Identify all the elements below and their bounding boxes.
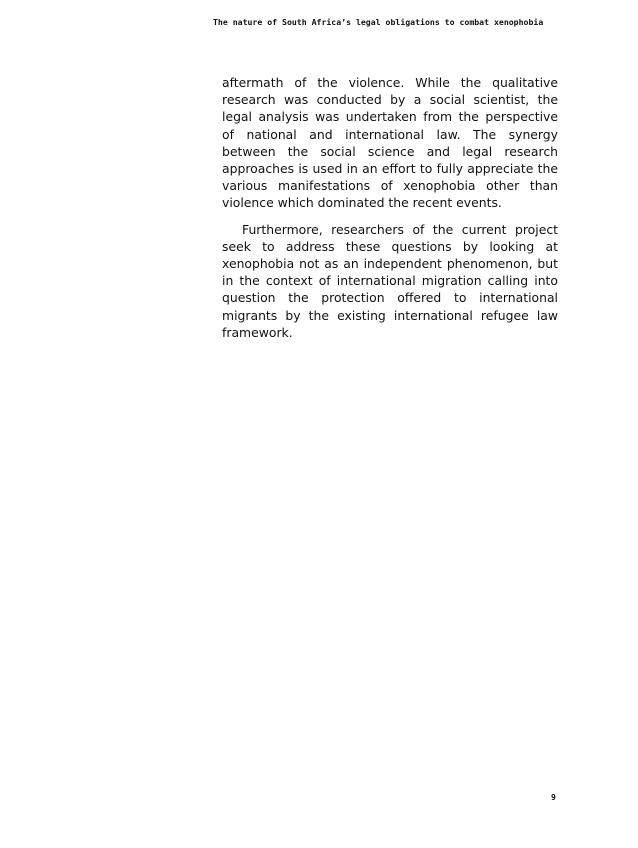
- paragraph: aftermath of the violence. While the qualitative research was conducted by a social scientist, the legal analysis was undertaken from the perspective of national and international law. The synergy between the social science and legal research approaches is used in an effort to fully appreciate the various manifestations of xenophobia other than violence which dominated the recent events.: [222, 75, 558, 211]
- running-header: The nature of South Africa’s legal obligations to combat xenophobia: [213, 17, 544, 27]
- paragraph: Furthermore, researchers of the current project seek to address these questions by looking at xenophobia not as an independent phenomenon, but in the context of international migration calling into question the protection offered to international migrants by the existing international refugee law framework.: [222, 221, 558, 340]
- body-text: [222, 74, 558, 341]
- page-number: 9: [551, 792, 556, 802]
